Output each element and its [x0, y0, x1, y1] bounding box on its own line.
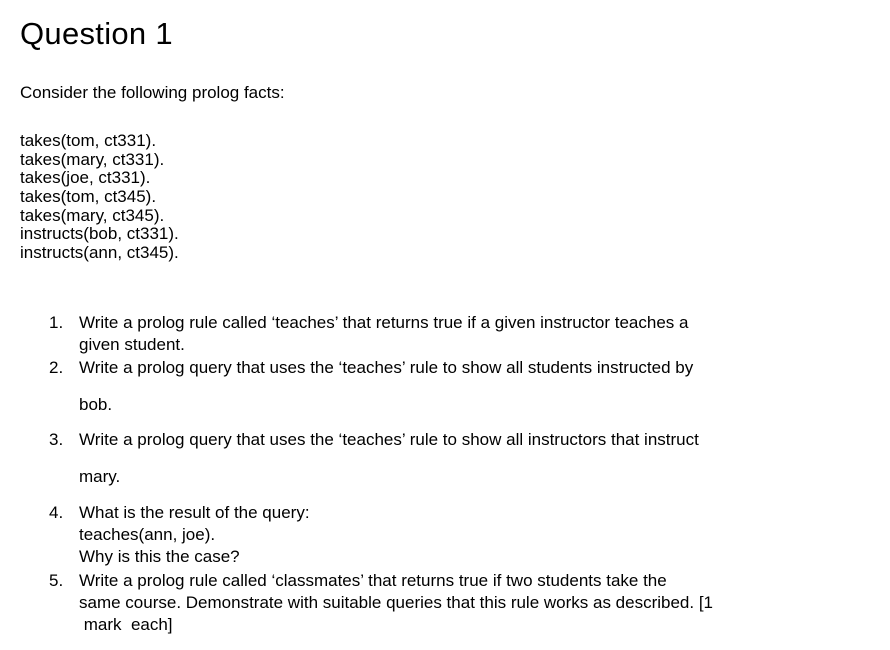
- fact-line: takes(tom, ct331).: [20, 131, 157, 150]
- question-number: 2.: [49, 358, 64, 377]
- question-line: same course. Demonstrate with suitable queries that this rule works as described. [1: [79, 593, 714, 612]
- question-number: 1.: [49, 313, 64, 332]
- fact-line: takes(mary, ct331).: [20, 149, 165, 169]
- question-text: [79, 502, 310, 568]
- prolog-facts: [20, 132, 179, 263]
- question-line: mary.: [79, 467, 121, 486]
- question-line: given student.: [79, 335, 185, 354]
- question-line: Write a prolog query that uses the ‘teaches’ rule to show all instructors that instruct: [79, 430, 699, 449]
- question-text: [79, 570, 713, 636]
- question-line: bob.: [79, 395, 113, 414]
- question-line: Write a prolog query that uses the ‘teaches’ rule to show all students instructed by: [79, 358, 694, 377]
- question-line: What is the result of the query:: [79, 503, 310, 522]
- intro-text: Consider the following prolog facts:: [20, 83, 285, 102]
- question-text: [79, 429, 699, 488]
- question-text: [79, 357, 693, 416]
- question-line: teaches(ann, joe).: [79, 525, 216, 544]
- question-number: 5.: [49, 571, 64, 590]
- question-number: 4.: [49, 503, 64, 522]
- question-title: Question 1: [20, 16, 173, 51]
- question-line: Write a prolog rule called ‘classmates’ that returns true if two students take the: [79, 571, 667, 590]
- question-line: mark each]: [79, 615, 173, 634]
- fact-line: instructs(bob, ct331).: [20, 224, 179, 244]
- question-number: 3.: [49, 430, 64, 449]
- fact-line: takes(mary, ct345).: [20, 205, 165, 225]
- fact-line: instructs(ann, ct345).: [20, 243, 179, 263]
- question-line: Why is this the case?: [79, 547, 240, 566]
- question-text: [79, 312, 688, 356]
- fact-line: takes(tom, ct345).: [20, 187, 157, 207]
- question-line: Write a prolog rule called ‘teaches’ that returns true if a given instructor teaches a: [79, 313, 689, 332]
- fact-line: takes(joe, ct331).: [20, 168, 151, 188]
